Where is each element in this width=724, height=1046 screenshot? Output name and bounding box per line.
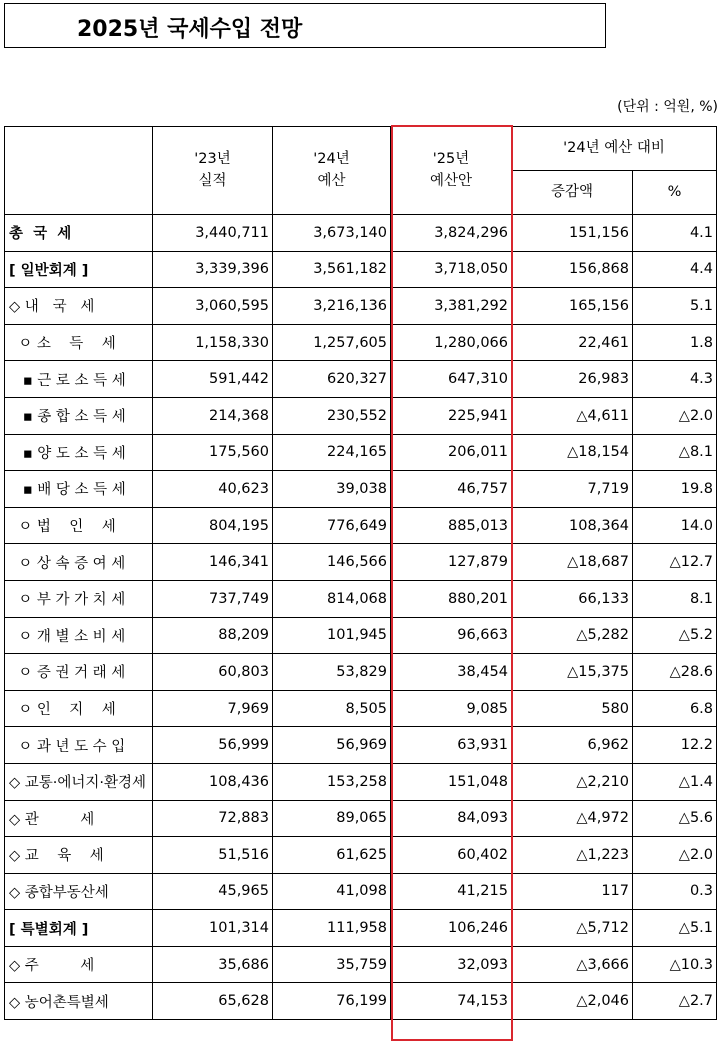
cell-2024-budget: 8,505 xyxy=(273,690,391,727)
cell-change-percent: 8.1 xyxy=(633,580,717,617)
cell-2023-actual: 60,803 xyxy=(153,654,273,691)
cell-change-percent: △1.4 xyxy=(633,763,717,800)
cell-2023-actual: 65,628 xyxy=(153,983,273,1020)
cell-change-amount: 66,133 xyxy=(512,580,633,617)
cell-2023-actual: 40,623 xyxy=(153,471,273,508)
cell-2023-actual: 1,158,330 xyxy=(153,324,273,361)
cell-change-amount: △2,046 xyxy=(512,983,633,1020)
cell-2024-budget: 153,258 xyxy=(273,763,391,800)
row-label: ◇ 농어촌특별세 xyxy=(5,983,153,1020)
row-label: ◇ 관 세 xyxy=(5,800,153,837)
table-row xyxy=(5,690,717,727)
cell-2025-proposal: 63,931 xyxy=(391,727,512,764)
table-row xyxy=(5,507,717,544)
header-2023-actual: '23년 실적 xyxy=(153,127,273,215)
cell-2023-actual: 7,969 xyxy=(153,690,273,727)
cell-2025-proposal: 38,454 xyxy=(391,654,512,691)
cell-2023-actual: 3,060,595 xyxy=(153,288,273,325)
cell-2025-proposal: 41,215 xyxy=(391,873,512,910)
cell-2024-budget: 3,673,140 xyxy=(273,215,391,252)
header-2025-proposal: '25년 예산안 xyxy=(391,127,512,215)
row-label: [ 특별회계 ] xyxy=(5,910,153,947)
table-row xyxy=(5,910,717,947)
table-row xyxy=(5,324,717,361)
row-label: ◇ 종합부동산세 xyxy=(5,873,153,910)
cell-change-amount: 108,364 xyxy=(512,507,633,544)
cell-2024-budget: 56,969 xyxy=(273,727,391,764)
cell-change-amount: 6,962 xyxy=(512,727,633,764)
cell-2024-budget: 776,649 xyxy=(273,507,391,544)
row-label: ▪ 배 당 소 득 세 xyxy=(5,471,153,508)
table-row xyxy=(5,837,717,874)
table-row xyxy=(5,946,717,983)
cell-change-percent: 1.8 xyxy=(633,324,717,361)
cell-2024-budget: 230,552 xyxy=(273,397,391,434)
table-row xyxy=(5,983,717,1020)
row-label: ▪ 양 도 소 득 세 xyxy=(5,434,153,471)
table-row xyxy=(5,800,717,837)
cell-2025-proposal: 46,757 xyxy=(391,471,512,508)
header-change-percent: % xyxy=(633,171,717,215)
cell-change-percent: △28.6 xyxy=(633,654,717,691)
cell-change-percent: 6.8 xyxy=(633,690,717,727)
row-label: ㅇ 증 권 거 래 세 xyxy=(5,654,153,691)
cell-2023-actual: 45,965 xyxy=(153,873,273,910)
table-row xyxy=(5,727,717,764)
cell-change-amount: △18,687 xyxy=(512,544,633,581)
cell-2024-budget: 620,327 xyxy=(273,361,391,398)
cell-2025-proposal: 9,085 xyxy=(391,690,512,727)
table-row xyxy=(5,580,717,617)
cell-2025-proposal: 106,246 xyxy=(391,910,512,947)
table-row xyxy=(5,654,717,691)
cell-change-percent: △2.7 xyxy=(633,983,717,1020)
row-label: ㅇ 개 별 소 비 세 xyxy=(5,617,153,654)
table-row xyxy=(5,215,717,252)
row-label: ◇ 내 국 세 xyxy=(5,288,153,325)
cell-change-amount: 165,156 xyxy=(512,288,633,325)
cell-2024-budget: 41,098 xyxy=(273,873,391,910)
cell-2025-proposal: 96,663 xyxy=(391,617,512,654)
row-label: ◇ 주 세 xyxy=(5,946,153,983)
table-row xyxy=(5,873,717,910)
cell-2025-proposal: 84,093 xyxy=(391,800,512,837)
cell-2023-actual: 737,749 xyxy=(153,580,273,617)
table-row xyxy=(5,361,717,398)
cell-2024-budget: 814,068 xyxy=(273,580,391,617)
table-row xyxy=(5,251,717,288)
table-row xyxy=(5,434,717,471)
row-label: ㅇ 인 지 세 xyxy=(5,690,153,727)
cell-change-percent: △8.1 xyxy=(633,434,717,471)
header-vs-2024-budget: '24년 예산 대비 xyxy=(512,127,717,171)
cell-change-percent: △12.7 xyxy=(633,544,717,581)
cell-2023-actual: 175,560 xyxy=(153,434,273,471)
cell-2025-proposal: 3,718,050 xyxy=(391,251,512,288)
cell-change-percent: 4.3 xyxy=(633,361,717,398)
cell-change-percent: △5.6 xyxy=(633,800,717,837)
table-row xyxy=(5,288,717,325)
title-box xyxy=(4,3,606,48)
row-label: ㅇ 상 속 증 여 세 xyxy=(5,544,153,581)
cell-change-percent: 14.0 xyxy=(633,507,717,544)
cell-change-percent: 19.8 xyxy=(633,471,717,508)
cell-change-amount: 22,461 xyxy=(512,324,633,361)
cell-2024-budget: 76,199 xyxy=(273,983,391,1020)
cell-2025-proposal: 647,310 xyxy=(391,361,512,398)
cell-2023-actual: 88,209 xyxy=(153,617,273,654)
row-label: ◇ 교 육 세 xyxy=(5,837,153,874)
cell-change-amount: 7,719 xyxy=(512,471,633,508)
cell-2024-budget: 3,561,182 xyxy=(273,251,391,288)
cell-2025-proposal: 74,153 xyxy=(391,983,512,1020)
cell-change-amount: 151,156 xyxy=(512,215,633,252)
header-blank xyxy=(5,127,153,215)
cell-change-percent: 4.1 xyxy=(633,215,717,252)
row-label: ㅇ 소 득 세 xyxy=(5,324,153,361)
cell-2025-proposal: 885,013 xyxy=(391,507,512,544)
cell-2024-budget: 35,759 xyxy=(273,946,391,983)
cell-2025-proposal: 32,093 xyxy=(391,946,512,983)
cell-2023-actual: 108,436 xyxy=(153,763,273,800)
cell-change-amount: △18,154 xyxy=(512,434,633,471)
table-row xyxy=(5,471,717,508)
cell-change-percent: 12.2 xyxy=(633,727,717,764)
cell-2023-actual: 3,440,711 xyxy=(153,215,273,252)
cell-2023-actual: 56,999 xyxy=(153,727,273,764)
cell-2025-proposal: 60,402 xyxy=(391,837,512,874)
cell-change-amount: △2,210 xyxy=(512,763,633,800)
cell-change-percent: △5.2 xyxy=(633,617,717,654)
cell-change-amount: △1,223 xyxy=(512,837,633,874)
cell-change-amount: △3,666 xyxy=(512,946,633,983)
cell-change-amount: 156,868 xyxy=(512,251,633,288)
cell-2025-proposal: 3,824,296 xyxy=(391,215,512,252)
cell-2025-proposal: 1,280,066 xyxy=(391,324,512,361)
unit-label: (단위 : 억원, %) xyxy=(617,99,718,115)
cell-change-amount: △4,972 xyxy=(512,800,633,837)
row-label: 총 국 세 xyxy=(5,215,153,252)
cell-2023-actual: 72,883 xyxy=(153,800,273,837)
table-row xyxy=(5,763,717,800)
cell-2023-actual: 101,314 xyxy=(153,910,273,947)
cell-change-percent: 4.4 xyxy=(633,251,717,288)
cell-change-amount: 580 xyxy=(512,690,633,727)
cell-2025-proposal: 151,048 xyxy=(391,763,512,800)
cell-change-percent: 0.3 xyxy=(633,873,717,910)
cell-change-percent: 5.1 xyxy=(633,288,717,325)
tax-revenue-table xyxy=(4,126,717,1020)
row-label: ㅇ 과 년 도 수 입 xyxy=(5,727,153,764)
cell-2024-budget: 111,958 xyxy=(273,910,391,947)
cell-2023-actual: 35,686 xyxy=(153,946,273,983)
cell-2023-actual: 214,368 xyxy=(153,397,273,434)
cell-2024-budget: 61,625 xyxy=(273,837,391,874)
cell-2023-actual: 51,516 xyxy=(153,837,273,874)
cell-change-amount: △5,712 xyxy=(512,910,633,947)
cell-2025-proposal: 880,201 xyxy=(391,580,512,617)
cell-change-percent: △2.0 xyxy=(633,397,717,434)
cell-2025-proposal: 206,011 xyxy=(391,434,512,471)
row-label: [ 일반회계 ] xyxy=(5,251,153,288)
header-row-1 xyxy=(5,127,717,171)
row-label: ▪ 종 합 소 득 세 xyxy=(5,397,153,434)
cell-2024-budget: 3,216,136 xyxy=(273,288,391,325)
cell-change-amount: 26,983 xyxy=(512,361,633,398)
row-label: ㅇ 법 인 세 xyxy=(5,507,153,544)
table-row xyxy=(5,397,717,434)
page-title: 2025년 국세수입 전망 xyxy=(77,17,303,42)
cell-2024-budget: 89,065 xyxy=(273,800,391,837)
cell-2024-budget: 101,945 xyxy=(273,617,391,654)
cell-2024-budget: 146,566 xyxy=(273,544,391,581)
cell-2024-budget: 1,257,605 xyxy=(273,324,391,361)
cell-2024-budget: 53,829 xyxy=(273,654,391,691)
cell-change-amount: △5,282 xyxy=(512,617,633,654)
header-change-amount: 증감액 xyxy=(512,171,633,215)
cell-change-percent: △5.1 xyxy=(633,910,717,947)
cell-2024-budget: 224,165 xyxy=(273,434,391,471)
cell-change-amount: △4,611 xyxy=(512,397,633,434)
row-label: ◇ 교통·에너지·환경세 xyxy=(5,763,153,800)
cell-2023-actual: 3,339,396 xyxy=(153,251,273,288)
row-label: ▪ 근 로 소 득 세 xyxy=(5,361,153,398)
table-row xyxy=(5,617,717,654)
cell-2023-actual: 804,195 xyxy=(153,507,273,544)
cell-change-amount: 117 xyxy=(512,873,633,910)
table-row xyxy=(5,544,717,581)
cell-change-percent: △2.0 xyxy=(633,837,717,874)
cell-2023-actual: 591,442 xyxy=(153,361,273,398)
cell-change-amount: △15,375 xyxy=(512,654,633,691)
cell-2024-budget: 39,038 xyxy=(273,471,391,508)
cell-2023-actual: 146,341 xyxy=(153,544,273,581)
header-2024-budget: '24년 예산 xyxy=(273,127,391,215)
row-label: ㅇ 부 가 가 치 세 xyxy=(5,580,153,617)
cell-2025-proposal: 127,879 xyxy=(391,544,512,581)
cell-2025-proposal: 225,941 xyxy=(391,397,512,434)
cell-2025-proposal: 3,381,292 xyxy=(391,288,512,325)
cell-change-percent: △10.3 xyxy=(633,946,717,983)
